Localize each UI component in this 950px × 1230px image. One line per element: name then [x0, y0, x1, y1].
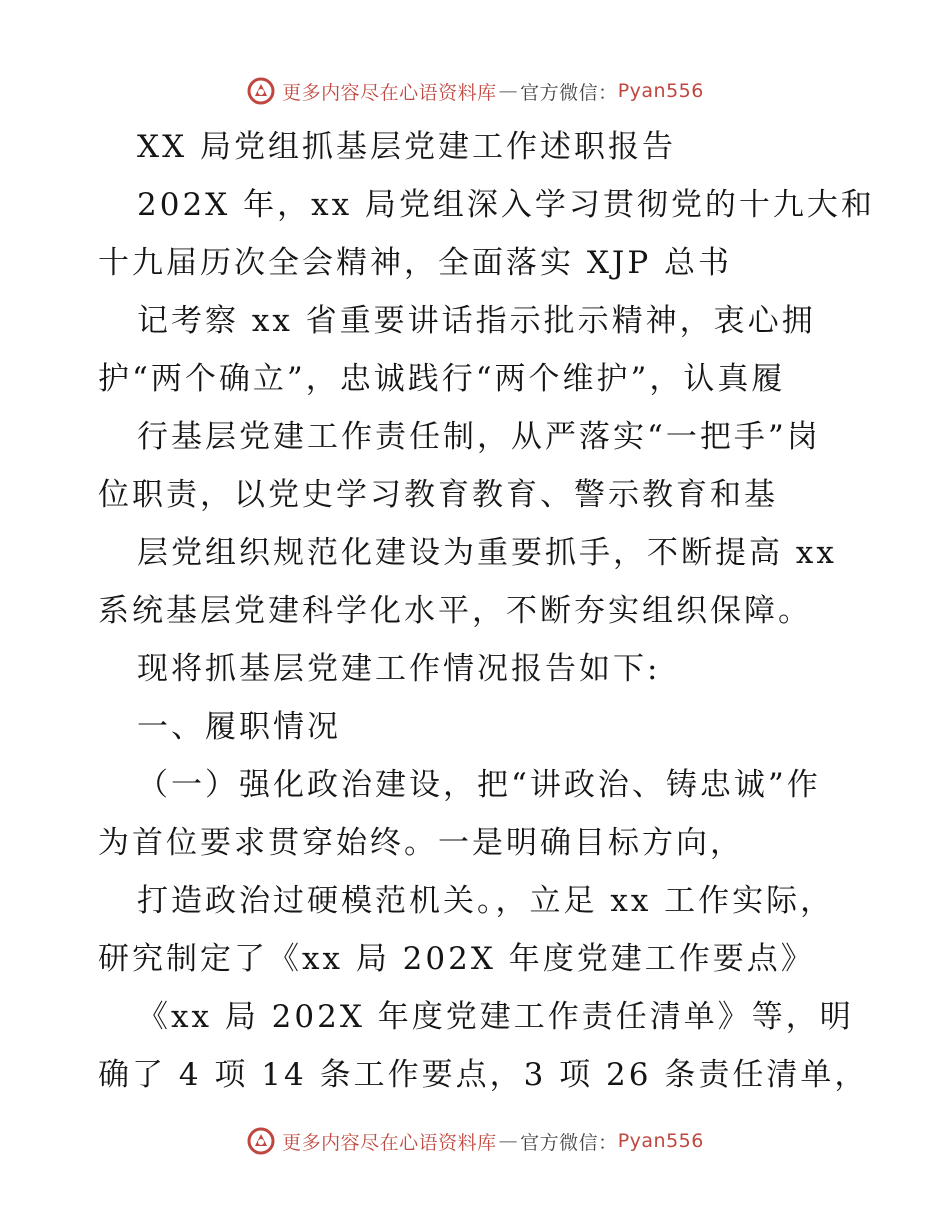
- watermark-dash: —: [498, 80, 519, 102]
- footer-watermark: [0, 1123, 950, 1159]
- text-line: 《xx 局 202X 年度党建工作责任清单》等，明: [137, 999, 854, 1035]
- text-line: （一）强化政治建设，把“讲政治、铸忠诚”作: [137, 767, 821, 803]
- watermark-main-text: 更多内容尽在心语资料库: [282, 81, 497, 104]
- text-line: 十九届历次全会精神，全面落实 XJP 总书: [98, 245, 733, 281]
- section-heading: 一、履职情况: [137, 709, 341, 745]
- text-line: 位职责，以党史学习教育教育、警示教育和基: [98, 477, 778, 513]
- text-line: 为首位要求贯穿始终。一是明确目标方向，: [98, 825, 744, 861]
- text-line: 护“两个确立”，忠诚践行“两个维护”，认真履: [98, 361, 786, 397]
- red-seal-logo-icon: [246, 1126, 276, 1156]
- watermark-main-text: 更多内容尽在心语资料库: [282, 1131, 497, 1154]
- watermark-brand: Pyan556: [617, 80, 704, 102]
- text-line: 确了 4 项 14 条工作要点，3 项 26 条责任清单，: [98, 1057, 869, 1093]
- text-line: 系统基层党建科学化水平，不断夯实组织保障。: [98, 593, 812, 629]
- document-title: XX 局党组抓基层党建工作述职报告: [137, 129, 676, 165]
- text-line: 202X 年，xx 局党组深入学习贯彻党的十九大和: [137, 187, 875, 223]
- watermark-brand: Pyan556: [617, 1130, 704, 1152]
- text-line: 记考察 xx 省重要讲话指示批示精神，衷心拥: [137, 303, 816, 339]
- text-line: 研究制定了《xx 局 202X 年度党建工作要点》: [98, 941, 815, 977]
- text-line: 行基层党建工作责任制，从严落实“一把手”岗: [137, 419, 821, 455]
- text-line: 现将抓基层党建工作情况报告如下:: [137, 651, 661, 687]
- text-line: 打造政治过硬模范机关。，立足 xx 工作实际，: [137, 883, 835, 919]
- watermark-dash: —: [498, 1130, 519, 1152]
- watermark-official-label: 官方微信：: [520, 81, 618, 104]
- text-line: 层党组织规范化建设为重要抓手，不断提高 xx: [137, 535, 837, 571]
- watermark-official-label: 官方微信：: [520, 1131, 618, 1154]
